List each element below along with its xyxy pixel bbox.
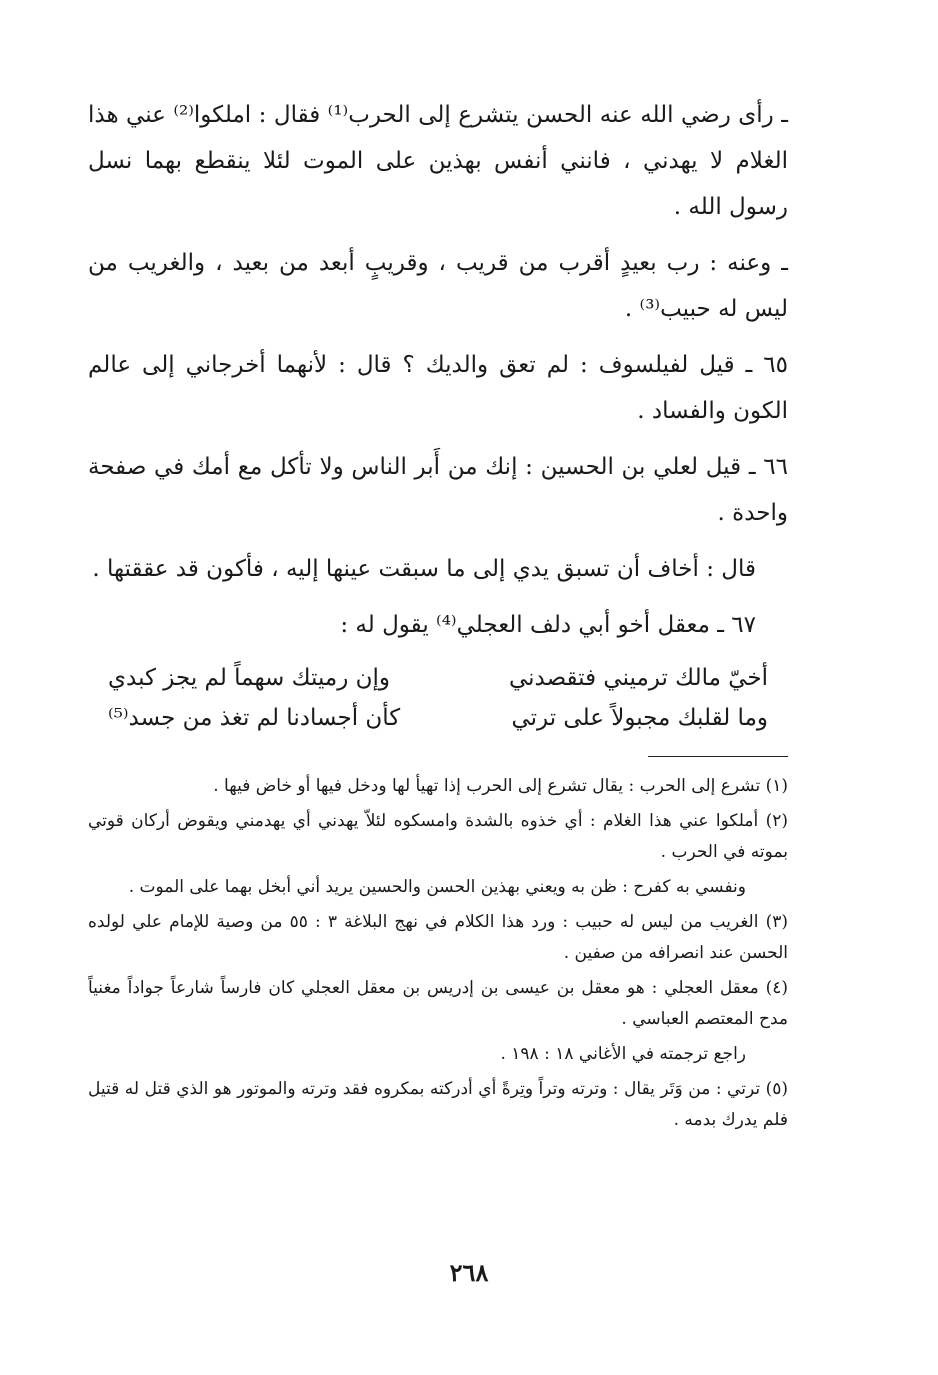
footnote-4-continuation: راجع ترجمته في الأغاني ١٨ : ١٩٨ . [500,1044,746,1064]
footnotes [88,771,788,1136]
paragraph-65: ٦٥ ـ قيل لفيلسوف : لم تعق والديك ؟ قال : لأنهما أخرجاني إلى عالم الكون والفساد . [88,352,788,424]
poem-verse-2-second-hemistich: كأن أجسادنا لم تغذ من جسد⁽⁵⁾ [108,705,401,731]
paragraph-1: ـ رأى رضي الله عنه الحسن يتشرع إلى الحرب⁽¹⁾ فقال : املكوا⁽²⁾ عني هذا الغلام لا يهدني ، فانني أنفس بهذين على الموت لئلا ينقطع بهما نسل رسول الله . [88,102,788,220]
paragraph-66-answer: قال : أخاف أن تسبق يدي إلى ما سبقت عينها إليه ، فأكون قد عققتها . [92,556,756,582]
paragraph-67: ٦٧ ـ معقل أخو أبي دلف العجلي⁽⁴⁾ يقول له : [340,612,756,638]
poem-verse-1-first-hemistich: أخيّ مالك ترميني فتقصدني [508,665,768,691]
paragraph-66: ٦٦ ـ قيل لعلي بن الحسين : إنك من أَبر الناس ولا تأكل مع أمك في صفحة واحدة . [88,454,788,526]
footnote-1: (١) تشرع إلى الحرب : يقال تشرع إلى الحرب إذا تهيأ لها ودخل فيها أو خاض فيها . [213,776,788,796]
footnote-5: (٥) ترتي : من وَتَر يقال : وترته وتراً وتِرةً أي أدركته بمكروه فقد وترته والموتور هو الذي قتل له قتيل فلم يدرك بدمه . [88,1079,788,1130]
poem-verse-2-first-hemistich: وما لقلبك مجبولاً على ترتي [511,705,768,731]
footnote-2: (٢) أملكوا عني هذا الغلام : أي خذوه بالشدة وامسكوه لئلاّ يهدني أي يهدمني ويقوض أركان قوتي بموته في الحرب . [88,811,788,862]
footnote-separator [648,756,788,757]
footnote-4: (٤) معقل العجلي : هو معقل بن عيسى بن إدريس بن معقل العجلي كان فارساً شارعاً جواداً مغنياً مدح المعتصم العباسي . [88,978,788,1029]
footnote-2-continuation: ونفسي به كفرح : ظن به ويعني بهذين الحسن والحسين يريد أني أبخل بهما على الموت . [128,877,746,897]
footnote-3: (٣) الغريب من ليس له حبيب : ورد هذا الكلام في نهج البلاغة ٣ : ٥٥ من وصية للإمام علي لولده الحسن عند انصرافه من صفين . [88,912,788,963]
page-body [88,92,788,1140]
poem [88,658,788,738]
poem-verse-2 [88,698,788,738]
poem-verse-1 [88,658,788,698]
paragraph-2: ـ وعنه : رب بعيدٍ أقرب من قريب ، وقريبٍ أبعد من بعيد ، والغريب من ليس له حبيب⁽³⁾ . [88,250,788,322]
page-number: ٢٦٨ [449,1258,489,1287]
poem-verse-1-second-hemistich: وإن رميتك سهماً لم يجز كبدي [108,665,391,691]
